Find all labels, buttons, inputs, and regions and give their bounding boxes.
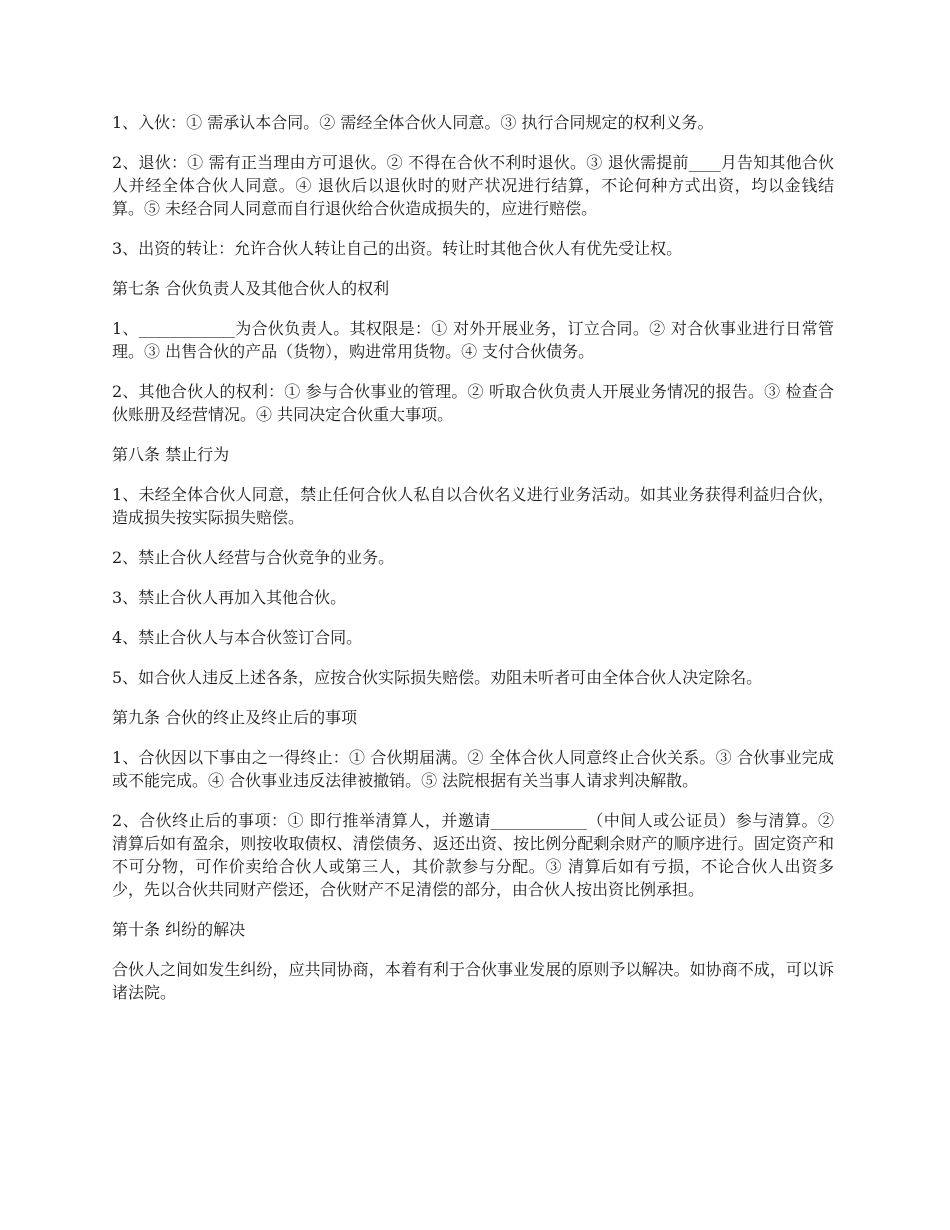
section-heading-10: 第十条 纠纷的解决 [112,920,246,939]
paragraph-9-1: 1、合伙因以下事由之一得终止：① 合伙期届满。② 全体合伙人同意终止合伙关系。③ 合伙事业完成或不能完成。④ 合伙事业违反法律被撤销。⑤ 法院根据有关当事人请求判决解散。 [112,748,834,790]
paragraph-7-1: 1、____________为合伙负责人。其权限是：① 对外开展业务，订立合同。② 对合伙事业进行日常管理。③ 出售合伙的产品（货物），购进常用货物。④ 支付合伙债务。 [112,319,834,361]
paragraph-transfer: 3、出资的转让：允许合伙人转让自己的出资。转让时其他合伙人有优先受让权。 [112,239,683,258]
paragraph-8-5: 5、如合伙人违反上述各条，应按合伙实际损失赔偿。劝阻未听者可由全体合伙人决定除名。 [112,668,763,687]
section-heading-9: 第九条 合伙的终止及终止后的事项 [112,708,358,727]
paragraph-7-2: 2、其他合伙人的权利：① 参与合伙事业的管理。② 听取合伙负责人开展业务情况的报告。③ 检查合伙账册及经营情况。④ 共同决定合伙重大事项。 [112,382,834,424]
document-page [112,111,834,1021]
paragraph-8-4: 4、禁止合伙人与本合伙签订合同。 [112,628,363,647]
paragraph-9-2: 2、合伙终止后的事项：① 即行推举清算人，并邀请____________（中间人或公证员）参与清算。② 清算后如有盈余，则按收取债权、清偿债务、返还出资、按比例分配剩余财产的顺序进行。固定资产和不可分物，可作价卖给合伙人或第三人，其价款参与分配。③ 清算后如有亏损，不论合伙人出资多少，先以合伙共同财产偿还，合伙财产不足清偿的部分，由合伙人按出资比例承担。 [112,811,834,899]
paragraph-join: 1、入伙：① 需承认本合同。② 需经全体合伙人同意。③ 执行合同规定的权利义务。 [112,113,714,132]
section-heading-8: 第八条 禁止行为 [112,445,230,464]
paragraph-8-3: 3、禁止合伙人再加入其他合伙。 [112,588,347,607]
paragraph-8-1: 1、未经全体合伙人同意，禁止任何合伙人私自以合伙名义进行业务活动。如其业务获得利益归合伙，造成损失按实际损失赔偿。 [112,485,834,527]
paragraph-10-1: 合伙人之间如发生纠纷，应共同协商，本着有利于合伙事业发展的原则予以解决。如协商不成，可以诉诸法院。 [112,960,834,1002]
section-heading-7: 第七条 合伙负责人及其他合伙人的权利 [112,279,390,298]
paragraph-8-2: 2、禁止合伙人经营与合伙竞争的业务。 [112,548,395,567]
paragraph-withdraw: 2、退伙：① 需有正当理由方可退伙。② 不得在合伙不利时退伙。③ 退伙需提前____月告知其他合伙人并经全体合伙人同意。④ 退伙后以退伙时的财产状况进行结算，不论何种方式出资，均以金钱结算。⑤ 未经合同人同意而自行退伙给合伙造成损失的，应进行赔偿。 [112,153,834,218]
